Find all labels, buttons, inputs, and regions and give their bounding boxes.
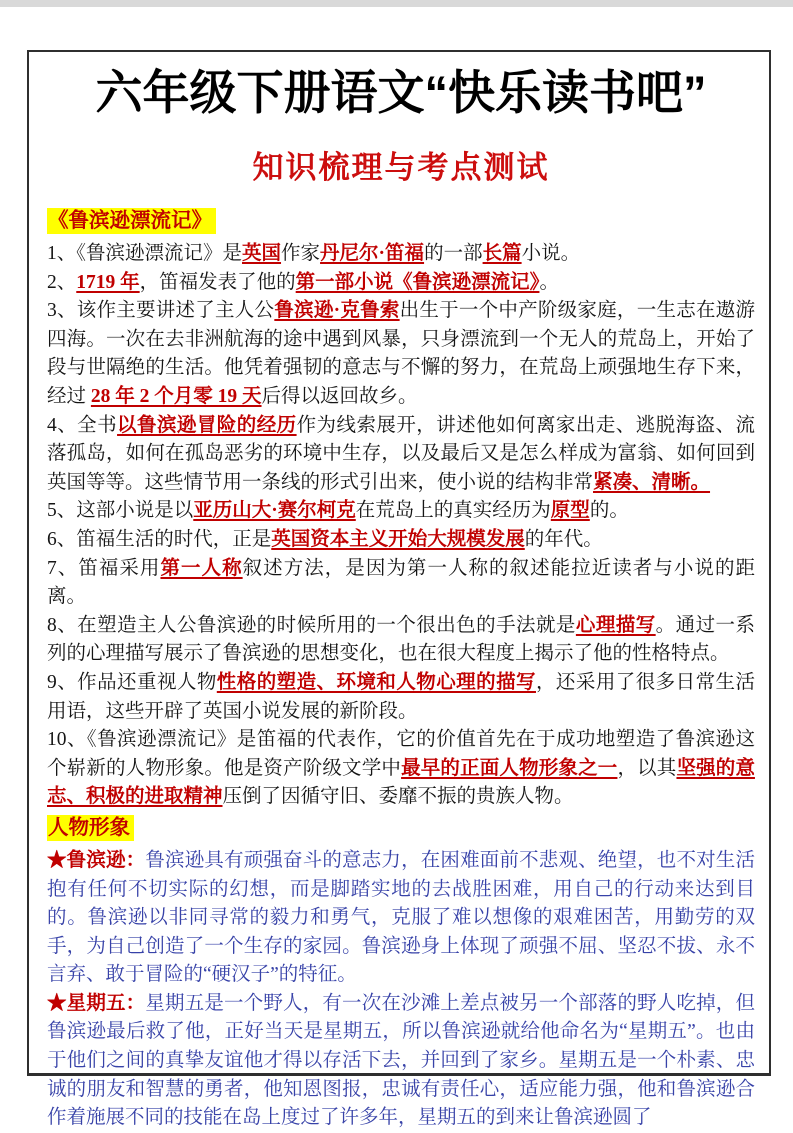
fact-paragraph bbox=[47, 497, 755, 526]
key-term: 心理描写 bbox=[575, 614, 656, 636]
fact-paragraph bbox=[47, 555, 755, 612]
fact-paragraph bbox=[47, 726, 755, 812]
text-run: 。 bbox=[539, 271, 559, 293]
page-title: 六年级下册语文“快乐读书吧” bbox=[95, 66, 707, 119]
text-run: 6、笛福生活的时代，正是 bbox=[47, 528, 272, 550]
text-run: 后得以返回故乡。 bbox=[261, 386, 418, 408]
text-run: 5、这部小说是以 bbox=[47, 500, 194, 522]
character-name-label: 星期五： bbox=[66, 992, 146, 1014]
key-term: 英国资本主义开始大规模发展 bbox=[271, 528, 525, 550]
character-name-label: 鲁滨逊： bbox=[66, 849, 146, 871]
key-term: 1719 年 bbox=[76, 271, 140, 293]
fact-paragraph bbox=[47, 612, 755, 669]
page-subtitle: 知识梳理与考点测试 bbox=[252, 150, 550, 186]
text-run: 。通过一系列的心理描写展示了鲁滨逊的思想变化，也在很大程度上揭示了他的性格特点。 bbox=[47, 614, 755, 665]
fact-paragraph bbox=[47, 412, 755, 498]
worksheet-page bbox=[27, 50, 771, 1129]
text-run: 7、笛福采用 bbox=[47, 557, 161, 579]
text-run: 8、在塑造主人公鲁滨逊的时候所用的一个很出色的手法就是 bbox=[47, 614, 576, 636]
character-description: 鲁滨逊具有顽强奋斗的意志力，在困难面前不悲观、绝望，也不对生活抱有任何不切实际的幻想，而是脚踏实地的去战胜困难，用自己的行动来达到目的。鲁滨逊以非同寻常的毅力和勇气，克服了难以想像的艰难困苦，用勤劳的双手，为自己创造了一个生存的家园。鲁滨逊身上体现了顽强不屈、坚忍不拔、永不言弃、敢于冒险的“硬汉子”的特征。 bbox=[47, 849, 755, 986]
section-heading-characters: 人物形象 bbox=[47, 815, 134, 841]
star-icon: ★ bbox=[47, 849, 67, 871]
text-run: 小说。 bbox=[521, 243, 581, 265]
text-run: 9、作品还重视人物 bbox=[47, 671, 217, 693]
key-term: 紧凑、清晰。 bbox=[593, 471, 711, 493]
key-term: 第一人称 bbox=[160, 557, 243, 579]
text-run: 2、 bbox=[47, 271, 77, 293]
book-facts-list bbox=[47, 240, 755, 812]
fact-paragraph bbox=[47, 240, 755, 269]
text-run: 作家 bbox=[281, 243, 321, 265]
character-profiles-list bbox=[47, 847, 755, 1133]
fact-paragraph bbox=[47, 526, 755, 555]
text-run: ，以其 bbox=[617, 757, 677, 779]
key-term: 长篇 bbox=[482, 243, 522, 265]
text-run: 10、《鲁滨逊漂流记》是笛福的代表作，它的价值首先在于成功地塑造了鲁滨逊这个崭新的人物形象。他是资产阶级文学中 bbox=[47, 729, 755, 779]
text-run: ，还采用了很多日常生活用语，这些开辟了英国小说发展的新阶段。 bbox=[47, 671, 755, 722]
text-run: 的年代。 bbox=[524, 528, 603, 550]
text-run: 作为线索展开，讲述他如何离家出走、逃脱海盗、流落孤岛，如何在孤岛恶劣的环境中生存，以及最后又是怎么样成为富翁、如何回到英国等等。这些情节用一条线的形式引出来，使小说的结构非常 bbox=[47, 414, 755, 493]
key-term: 英国 bbox=[242, 243, 282, 265]
key-term: 28 年 2 个月零 19 天 bbox=[90, 386, 262, 408]
key-term: 丹尼尔·笛福 bbox=[320, 243, 425, 265]
character-description: 星期五是一个野人，有一次在沙滩上差点被另一个部落的野人吃掉，但鲁滨逊最后救了他，正好当天是星期五，所以鲁滨逊就给他命名为“星期五”。也由于他们之间的真挚友谊他才得以存活下去，并回到了家乡。星期五是一个朴素、忠诚的朋友和智慧的勇者，他知恩图报，忠诚有责任心，适应能力强，他和鲁滨逊合作着施展不同的技能在岛上度过了许多年，星期五的到来让鲁滨逊圆了 bbox=[47, 992, 755, 1129]
key-term: 第一部小说《鲁滨逊漂流记》 bbox=[295, 271, 540, 293]
text-run: 4、全书 bbox=[47, 414, 118, 436]
fact-paragraph bbox=[47, 669, 755, 726]
fact-paragraph bbox=[47, 297, 755, 411]
text-run: 叙述方法，是因为第一人称的叙述能拉近读者与小说的距离。 bbox=[47, 557, 755, 608]
key-term: 原型 bbox=[550, 500, 590, 522]
text-run: 1、《鲁滨逊漂流记》是 bbox=[47, 243, 243, 265]
key-term: 最早的正面人物形象之一 bbox=[401, 757, 618, 779]
text-run: 3、该作主要讲述了主人公 bbox=[47, 300, 275, 322]
character-paragraph bbox=[47, 990, 755, 1133]
text-run: ，笛福发表了他的 bbox=[139, 271, 296, 293]
text-run: 的。 bbox=[589, 500, 629, 522]
key-term: 鲁滨逊·克鲁索 bbox=[274, 300, 400, 322]
text-run: 在荒岛上的真实经历为 bbox=[355, 500, 551, 522]
fact-paragraph bbox=[47, 269, 755, 298]
text-run: 出生于一个中产阶级家庭，一生志在遨游四海。一次在去非洲航海的途中遇到风暴，只身漂流到一个无人的荒岛上，开始了段与世隔绝的生活。他凭着强韧的意志与不懈的努力，在荒岛上顽强地生存下来，经过 bbox=[47, 300, 755, 408]
key-term: 以鲁滨逊冒险的经历 bbox=[117, 414, 297, 436]
text-run: 的一部 bbox=[424, 243, 483, 265]
text-run: 压倒了因循守旧、委靡不振的贵族人物。 bbox=[222, 786, 574, 808]
key-term: 亚历山大·赛尔柯克 bbox=[193, 500, 356, 522]
scan-edge-artifact bbox=[0, 0, 793, 7]
section-heading-book: 《鲁滨逊漂流记》 bbox=[47, 208, 216, 234]
star-icon: ★ bbox=[47, 992, 67, 1014]
character-paragraph bbox=[47, 847, 755, 990]
key-term: 坚强的意志、积极的进取精神 bbox=[47, 757, 755, 808]
key-term: 性格的塑造、环境和人物心理的描写 bbox=[216, 671, 536, 693]
